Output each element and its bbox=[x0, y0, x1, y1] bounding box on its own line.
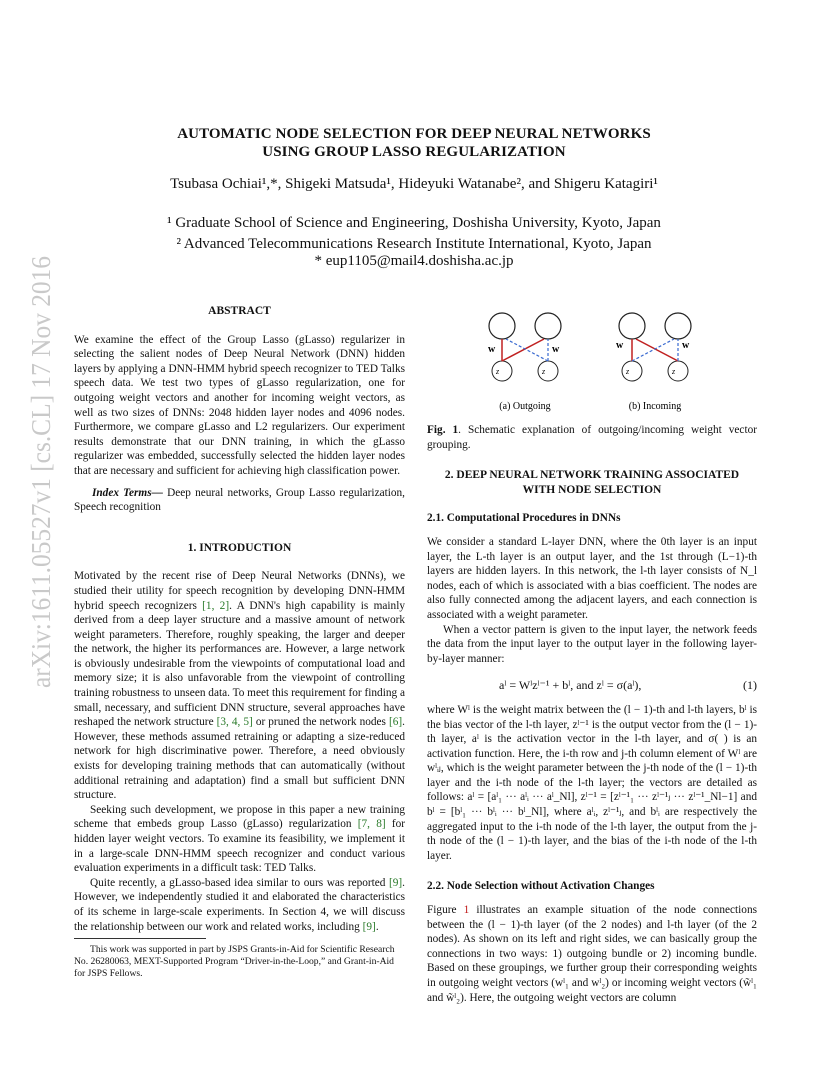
section-2-1-paragraph-1: We consider a standard L-layer DNN, where the 0th layer is an input layer, the L-th layer is an output layer, and the 1st through (L−1)-th layers are hidden layers. In this network, the l-th layer consists of N_l nodes, each of which is associated with a bias coefficient. The nodes are also fully connected among the adjacent layers, and each connection is associated with a weight parameter. bbox=[427, 535, 757, 621]
right-column bbox=[427, 423, 757, 1005]
equation-number: (1) bbox=[743, 678, 757, 693]
arxiv-stamp-text: arXiv:1611.05527v1 [cs.CL] 17 Nov 2016 bbox=[26, 250, 56, 688]
w2-label: w bbox=[552, 344, 560, 355]
footnote: This work was supported in part by JSPS Grants-in-Aid for Scientific Research No. 26280063, MEXT-Supported Program “Driver-in-the-Loop,” and Grant-in-Aid for JSPS Fellows. bbox=[74, 944, 395, 979]
z1-label-b: z bbox=[626, 367, 630, 376]
intro-paragraph-2: Seeking such development, we propose in this paper a new training scheme that embeds group Lasso (gLasso) regularization [7, 8] for hidden layer weight vectors. To examine its feasibility, we implement it in a large-scale DNN-HMM speech recognizer and conduct various evaluation experiments in a difficult task: TED Talks. bbox=[74, 803, 405, 875]
equation-1 bbox=[427, 678, 757, 693]
figure-1 bbox=[480, 308, 720, 418]
w1-label: w bbox=[488, 344, 496, 355]
left-column bbox=[74, 304, 405, 934]
figure-caption-label: Fig. 1 bbox=[427, 424, 459, 436]
section-2-2-paragraph-1: Figure 1 illustrates an example situation of the node connections between the (l − 1)-th layer (of the 2 nodes) and l-th layer (of the 2 nodes). As shown on its left and right sides, we can basically group the connections in two ways: 1) outgoing bundle or 2) incoming bundle. Based on these groupings, we further group their corresponding weights in outgoing weight vectors (wˡ₁ and wˡ₂) or incoming weight vectors (w̃ˡ₁ and w̃ˡ₂). Here, the outgoing weight vectors are column bbox=[427, 904, 757, 1004]
citation[interactable]: [6] bbox=[388, 716, 403, 729]
z1-label: z bbox=[496, 367, 500, 376]
index-terms-label: Index Terms— bbox=[92, 486, 163, 499]
footnote-rule bbox=[74, 938, 206, 939]
z2-label-b: z bbox=[672, 367, 676, 376]
incoming-diagram bbox=[616, 313, 691, 381]
title-line-1: AUTOMATIC NODE SELECTION FOR DEEP NEURAL NETWORKS bbox=[177, 126, 651, 142]
equation-body: aˡ = Wˡzˡ⁻¹ + bˡ, and zˡ = σ(aˡ), bbox=[499, 678, 642, 693]
intro-heading: 1. INTRODUCTION bbox=[187, 541, 292, 554]
section-2-1-paragraph-2: When a vector pattern is given to the input layer, the network feeds the data from the input layer to the output layer in the following layer-by-layer manner: bbox=[427, 623, 757, 665]
section-2-1-heading: 2.1. Computational Procedures in DNNs bbox=[427, 512, 621, 525]
section-2-2-heading: 2.2. Node Selection without Activation Changes bbox=[427, 880, 655, 893]
citation[interactable]: [7, 8] bbox=[357, 818, 386, 831]
figure-1-diagram bbox=[480, 308, 720, 418]
section-2-heading: 2. DEEP NEURAL NETWORK TRAINING ASSOCIATED WITH NODE SELECTION bbox=[444, 469, 740, 496]
authors: Tsubasa Ochiai¹,*, Shigeki Matsuda¹, Hideyuki Watanabe², and Shigeru Katagiri¹ bbox=[170, 176, 658, 192]
index-terms: Deep neural networks, Group Lasso regularization, Speech recognition bbox=[74, 486, 405, 514]
abstract-text: We examine the effect of the Group Lasso (gLasso) regularizer in selecting the salient nodes of Deep Neural Network (DNN) hidden layers by applying a DNN-HMM hybrid speech recognizer to TED Talks speech data. We test two types of gLasso regularization, one for outgoing weight vectors and another for incoming weight vectors, as well as two sizes of DNNs: 2048 hidden layer nodes and 4096 nodes. Furthermore, we compare gLasso and L2 regularizers. Our experiment results demonstrate that our DNN training, in which the gLasso regularizer was embedded, successfully selected the hidden layer nodes that are necessary and sufficient for achieving high classification power. bbox=[74, 333, 405, 477]
outgoing-diagram bbox=[488, 313, 561, 381]
figure-reference[interactable]: 1 bbox=[463, 904, 470, 917]
intro-paragraph-3: Quite recently, a gLasso-based idea similar to ours was reported [9]. However, we independently studied it and elaborated the characteristics of its scheme in large-scale experiments. In Section 4, we will discuss the relationship between our work and related works, including [9]. bbox=[74, 876, 405, 933]
affiliation-1: ¹ Graduate School of Science and Engineering, Doshisha University, Kyoto, Japan bbox=[167, 215, 661, 231]
figure-caption: Fig. 1. Schematic explanation of outgoing/incoming weight vector grouping. bbox=[427, 424, 757, 451]
abstract-heading: ABSTRACT bbox=[208, 305, 271, 317]
affiliation-2: ² Advanced Telecommunications Research Institute International, Kyoto, Japan bbox=[176, 236, 652, 252]
citation[interactable]: [1, 2] bbox=[202, 599, 230, 612]
email: * eup1105@mail4.doshisha.ac.jp bbox=[314, 253, 514, 269]
section-2-1-paragraph-3: where Wˡ is the weight matrix between the (l − 1)-th and l-th layers, bˡ is the bias vector of the l-th layer, zˡ⁻¹ is the output vector from the (l − 1)-th layer, aˡ is the activation vector in the l-th layer, and σ( ) is an activation function. Here, the i-th row and j-th column element of Wˡ are wˡᵢⱼ, which is the weight parameter between the j-th node of the (l − 1)-th layer and the i-th node of the l-th layer; the vectors are detailed as follows: aˡ = [aˡ₁ ··· aˡᵢ ··· aˡ_Nl], zˡ⁻¹ = [zˡ⁻¹₁ ··· zˡ⁻¹ⱼ ··· zˡ⁻¹_Nl−1] and bˡ = [bˡ₁ ··· bˡᵢ ··· bˡ_Nl], where aˡᵢ, zˡ⁻¹ⱼ, and bˡᵢ are respectively the aggregated input to the i-th node of the l-th layer, the output from the j-th node of the (l − 1)-th layer, and the bias of the i-th node of the l-th layer. bbox=[427, 703, 757, 862]
subfigure-b-label: (b) Incoming bbox=[628, 401, 682, 412]
intro-paragraph-1: Motivated by the recent rise of Deep Neural Networks (DNNs), we studied their utility for speech recognition by developing DNN-HMM hybrid speech recognizers [1, 2]. A DNN's high capability is mainly derived from a deep layer structure and a massive amount of network weight parameters. Therefore, roughly speaking, the larger and deeper the network, the higher its performances are. However, a large network is obviously undesirable from the viewpoints of computational load and memory size; it is also unfavorable from the viewpoint of controlling training robustness to unseen data. To meet this requirement for finding a small, necessary, and sufficient DNN structure, several approaches have reshaped the network structure [3, 4, 5] or pruned the network nodes [6]. However, these methods assumed retraining or adapting a size-reduced network for high discriminative power. Therefore, a need obviously exists for developing training methods that can automatically (without additional retraining and adaptation) find a small but sufficient DNN structure. bbox=[74, 570, 405, 802]
subfigure-a-label: (a) Outgoing bbox=[499, 401, 551, 412]
paper-title bbox=[0, 125, 828, 161]
title-line-2: USING GROUP LASSO REGULARIZATION bbox=[262, 144, 566, 160]
arxiv-stamp bbox=[10, 250, 60, 690]
z2-label: z bbox=[542, 367, 546, 376]
citation[interactable]: [9] bbox=[388, 876, 403, 889]
citation[interactable]: [3, 4, 5] bbox=[216, 716, 253, 729]
citation[interactable]: [9] bbox=[362, 920, 376, 933]
w2-tilde-label: w bbox=[682, 340, 690, 351]
w1-tilde-label: w bbox=[616, 340, 624, 351]
